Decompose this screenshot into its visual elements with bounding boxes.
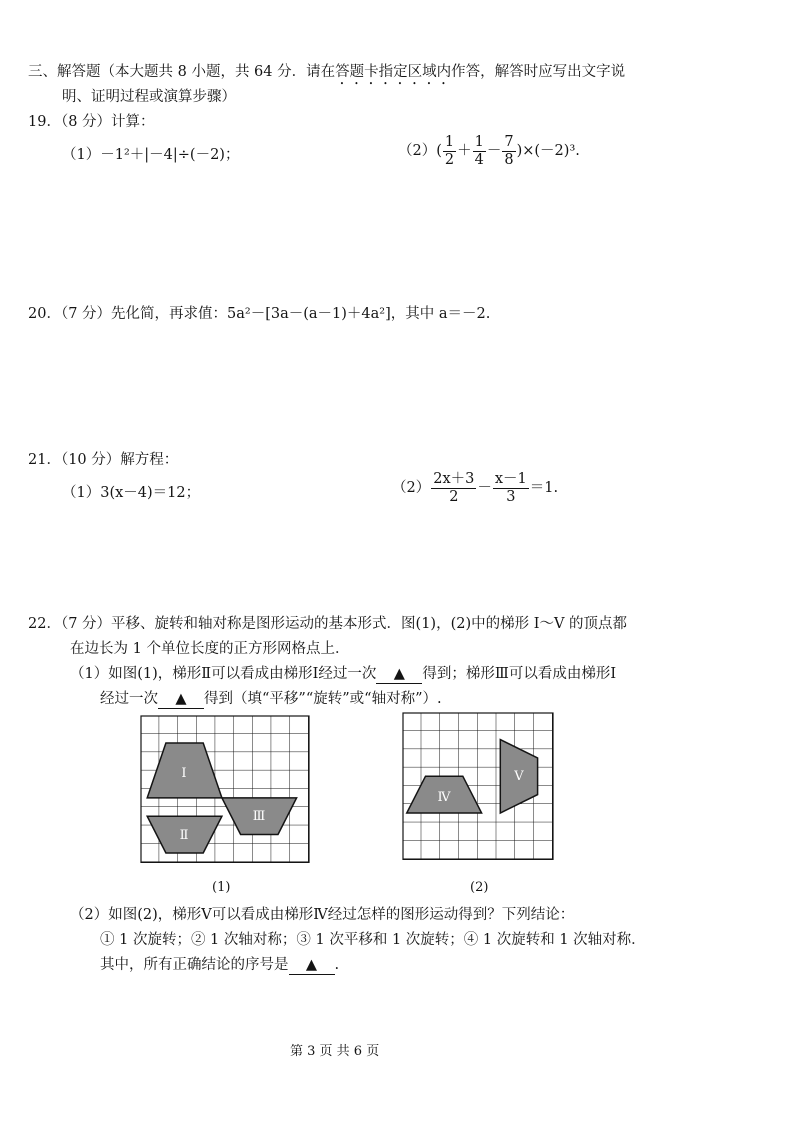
q19-fraction-3 [502, 134, 515, 168]
q21-part2 [392, 471, 558, 505]
q19-f1-denominator: 2 [444, 151, 455, 168]
q21-f1-numerator: 2x＋3 [433, 471, 475, 487]
figure-2-caption: (2) [470, 880, 489, 895]
q19-part2-suffix: )×(－2)³. [516, 143, 580, 160]
q22-line1: 22．（7 分）平移、旋转和轴对称是图形运动的基本形式．图(1)，(2)中的梯形 Ⅰ～Ⅴ 的顶点都 [28, 616, 628, 632]
q19-heading: 19．（8 分）计算： [28, 114, 155, 130]
q22-part1-line2 [100, 687, 442, 709]
section-heading-post: 作答，解答时应写出文字说 [451, 64, 626, 80]
q22-part2-c: 其中，所有正确结论的序号是 [100, 957, 289, 973]
q22-part1-a: （1）如图(1)，梯形Ⅱ可以看成由梯形Ⅰ经过一次 [70, 666, 377, 682]
q21-f2-numerator: x－1 [494, 471, 527, 487]
q19-f2-denominator: 4 [474, 151, 484, 168]
q22-part2-line3 [100, 953, 339, 975]
q22-part2-end: . [334, 957, 340, 973]
page-footer: 第 3 页 共 6 页 [290, 1044, 380, 1059]
label-V: Ⅴ [514, 769, 524, 784]
q20-text: 20．（7 分）先化简，再求值：5a²－[3a－(a－1)＋4a²]，其中 a＝－2. [28, 306, 491, 322]
section-heading [28, 60, 625, 88]
figure-1-caption: (1) [212, 880, 231, 895]
section-heading-emphasis: 答题卡指定区域内 [335, 64, 452, 80]
q19-f3-numerator: 7 [504, 134, 514, 150]
q21-fraction-2 [493, 471, 529, 505]
q19-fraction-1 [443, 134, 456, 168]
label-III: Ⅲ [252, 809, 266, 824]
q21-op: － [477, 480, 492, 497]
label-IV: Ⅳ [437, 790, 451, 805]
figure-1-grid [140, 715, 310, 865]
section-heading-line2: 明、证明过程或演算步骤） [62, 89, 236, 105]
section-heading-pre: 三、解答题（本大题共 8 小题，共 64 分．请在 [28, 64, 336, 80]
q21-part1: （1）3(x－4)＝12； [62, 485, 201, 501]
q22-line2: 在边长为 1 个单位长度的正方形网格点上． [70, 641, 350, 657]
q21-part2-suffix: ＝1. [529, 480, 559, 497]
q22-part1-c: 经过一次 [100, 691, 158, 707]
q22-part2-line1: （2）如图(2)，梯形Ⅴ可以看成由梯形Ⅳ经过怎样的图形运动得到？下列结论： [70, 907, 575, 923]
q22-part1-b: 得到；梯形Ⅲ可以看成由梯形Ⅰ [422, 666, 617, 682]
answer-blank-3[interactable]: ▲ [289, 958, 335, 975]
q22-part1-d: 得到（填“平移”“旋转”或“轴对称”）. [204, 691, 442, 707]
q21-fraction-1 [431, 471, 476, 505]
q19-part2 [398, 134, 580, 168]
q19-f3-denominator: 8 [504, 151, 514, 168]
q19-op2: － [486, 143, 502, 160]
q21-f1-denominator: 2 [449, 488, 459, 505]
q19-f1-numerator: 1 [444, 134, 455, 150]
label-I: Ⅰ [181, 766, 187, 781]
q22-part2-line2: ① 1 次旋转；② 1 次轴对称；③ 1 次平移和 1 次旋转；④ 1 次旋转和 1 次轴对称． [100, 932, 646, 948]
q19-f2-numerator: 1 [474, 134, 484, 150]
answer-blank-1[interactable]: ▲ [376, 667, 422, 684]
q21-part2-prefix: （2） [392, 480, 431, 497]
q19-op1: ＋ [457, 143, 472, 160]
label-II: Ⅱ [179, 828, 189, 843]
q19-part2-prefix: （2）( [398, 143, 442, 160]
q21-f2-denominator: 3 [506, 488, 516, 505]
q22-part1-line1 [70, 662, 616, 684]
figure-2-grid [402, 712, 554, 862]
q21-heading: 21．（10 分）解方程： [28, 452, 179, 468]
q19-part1: （1）－1²＋|－4|÷(－2)； [62, 147, 240, 163]
answer-blank-2[interactable]: ▲ [158, 692, 204, 709]
q19-fraction-2 [473, 134, 486, 168]
